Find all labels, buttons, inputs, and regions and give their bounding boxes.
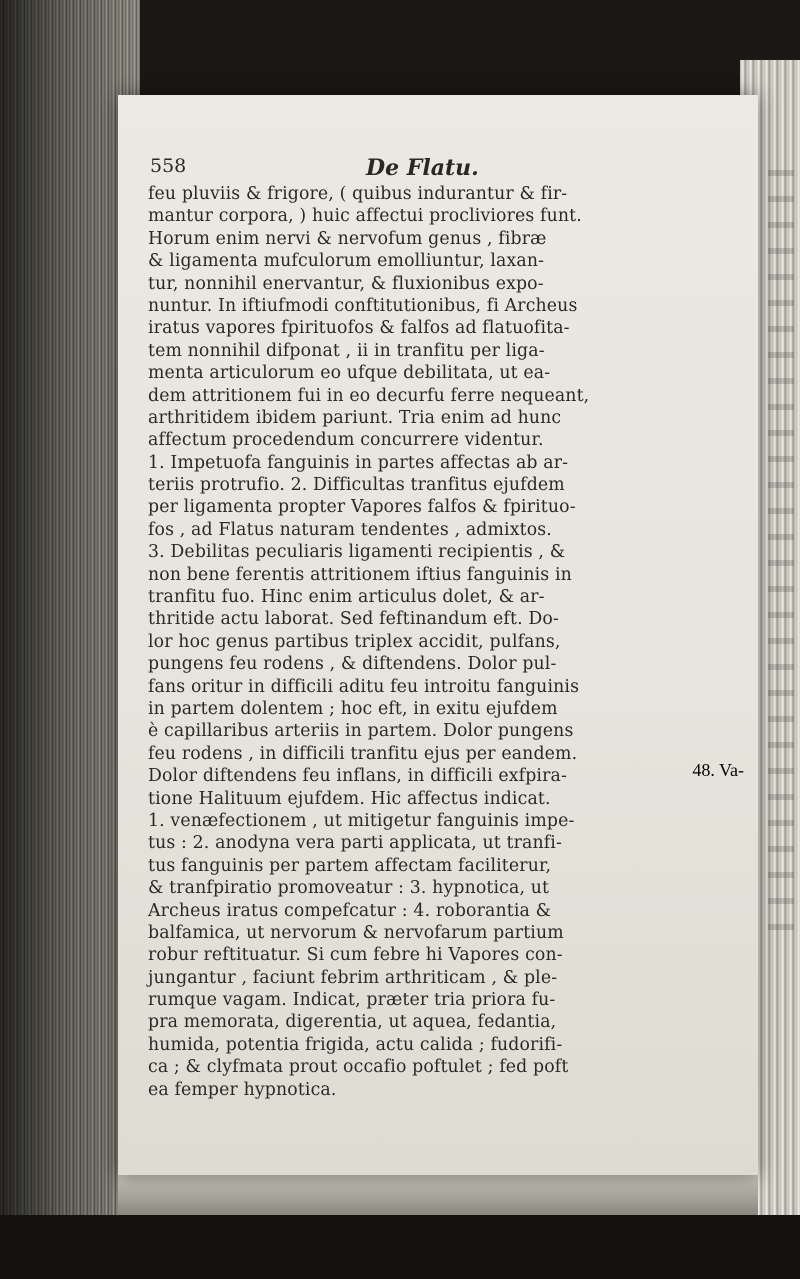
text-line: teriis protrufio. 2. Difficultas tranfitus ejufdem bbox=[148, 475, 565, 496]
text-line: lor hoc genus partibus triplex accidit, pulfans, bbox=[148, 631, 561, 652]
text-line: dem attritionem fui in eo decurfu ferre nequeant, bbox=[148, 385, 590, 406]
text-line: per ligamenta propter Vapores falfos & fpirituo- bbox=[148, 497, 576, 518]
text-block bbox=[148, 155, 748, 1101]
text-line: pra memorata, digerentia, ut aquea, fedantia, bbox=[148, 1012, 557, 1033]
text-line: humida, potentia frigida, actu calida ; fudorifi- bbox=[148, 1034, 563, 1055]
text-line: & ligamenta mufculorum emolliuntur, laxan- bbox=[148, 251, 545, 272]
text-line: non bene ferentis attritionem iftius fanguinis in bbox=[148, 564, 572, 585]
text-line: pungens feu rodens , & diftendens. Dolor pul- bbox=[148, 654, 557, 675]
text-line: jungantur , faciunt febrim arthriticam , & ple- bbox=[148, 967, 558, 988]
page-bottom-edge bbox=[118, 1175, 758, 1215]
text-line: menta articulorum eo ufque debilitata, ut ea- bbox=[148, 363, 551, 384]
text-line: fans oritur in difficili aditu feu introitu fanguinis bbox=[148, 676, 580, 697]
text-line: iratus vapores fpirituofos & falfos ad flatuofita- bbox=[148, 318, 570, 339]
text-line: affectum procedendum concurrere videntur. bbox=[148, 430, 544, 451]
page-number: 558 bbox=[150, 155, 187, 177]
text-line: feu rodens , in difficili tranfitu ejus per eandem. bbox=[148, 743, 578, 764]
text-line: nuntur. In iftiufmodi conftitutionibus, fi Archeus bbox=[148, 295, 578, 316]
text-line: tione Halituum ejufdem. Hic affectus indicat. bbox=[148, 788, 551, 809]
printed-page bbox=[118, 95, 758, 1175]
background-dark bbox=[0, 1215, 800, 1279]
catchword: 48. Va- bbox=[692, 760, 744, 780]
text-line: fos , ad Flatus naturam tendentes , admixtos. bbox=[148, 519, 552, 540]
text-line: & tranfpiratio promoveatur : 3. hypnotica, ut bbox=[148, 878, 550, 899]
text-line: Archeus iratus compefcatur : 4. roborantia & bbox=[148, 900, 552, 921]
text-line: tus fanguinis per partem affectam faciliterur, bbox=[148, 855, 552, 876]
text-line: thritide actu laborat. Sed feftinandum eft. Do- bbox=[148, 609, 559, 630]
running-title: De Flatu. bbox=[366, 155, 479, 181]
text-line: ca ; & clyfmata prout occafio poftulet ; fed poft bbox=[148, 1057, 569, 1078]
text-line: balfamica, ut nervorum & nervofarum partium bbox=[148, 922, 564, 943]
text-line: ea femper hypnotica. bbox=[148, 1079, 337, 1100]
page-header bbox=[148, 155, 748, 183]
text-line: 3. Debilitas peculiaris ligamenti recipientis , & bbox=[148, 542, 566, 563]
body-text bbox=[148, 183, 748, 1101]
text-line: arthritidem ibidem pariunt. Tria enim ad hunc bbox=[148, 407, 562, 428]
text-line: robur reftituatur. Si cum febre hi Vapores con- bbox=[148, 945, 563, 966]
text-line: 1. Impetuofa fanguinis in partes affectas ab ar- bbox=[148, 452, 569, 473]
text-line: è capillaribus arteriis in partem. Dolor pungens bbox=[148, 721, 574, 742]
text-line: feu pluviis & frigore, ( quibus indurantur & fir- bbox=[148, 184, 568, 204]
text-line: mantur corpora, ) huic affectui procliviores funt. bbox=[148, 206, 582, 227]
text-line: Horum enim nervi & nervofum genus , fibræ bbox=[148, 228, 547, 249]
text-line: rumque vagam. Indicat, præter tria priora fu- bbox=[148, 990, 556, 1011]
facing-page-text-bleed bbox=[768, 170, 794, 950]
text-line: tur, nonnihil enervantur, & fluxionibus expo- bbox=[148, 273, 544, 294]
text-line: 1. venæfectionem , ut mitigetur fanguinis impe- bbox=[148, 810, 575, 831]
text-line: tem nonnihil difponat , ii in tranfitu per liga- bbox=[148, 340, 545, 361]
text-line: tus : 2. anodyna vera parti applicata, ut tranfi- bbox=[148, 833, 562, 854]
text-line: tranfitu fuo. Hinc enim articulus dolet, & ar- bbox=[148, 587, 545, 608]
text-line: in partem dolentem ; hoc eft, in exitu ejufdem bbox=[148, 698, 558, 719]
text-line: Dolor diftendens feu inflans, in difficili exfpira- bbox=[148, 766, 567, 787]
